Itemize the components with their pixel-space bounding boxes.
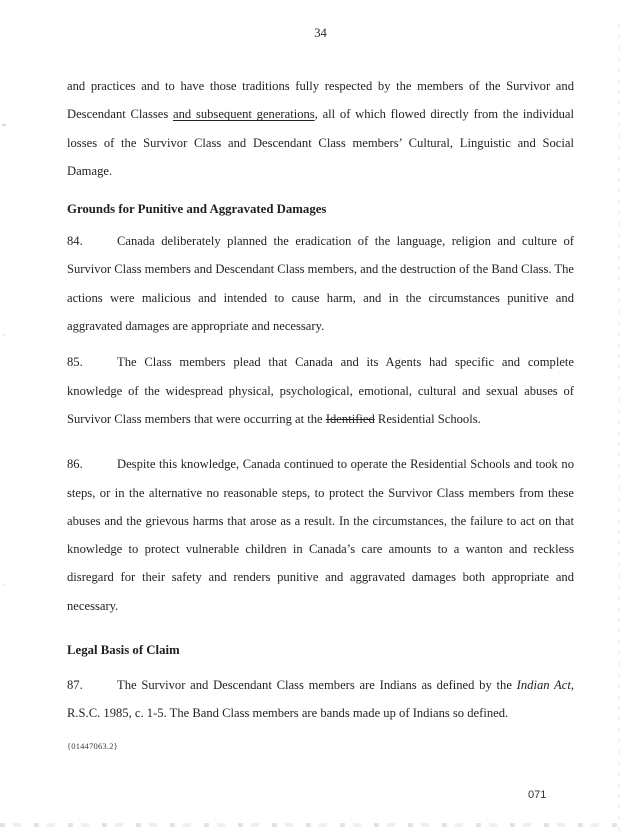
paragraph-85 — [67, 348, 574, 433]
paragraph-intro — [67, 72, 574, 185]
scan-noise-bottom — [0, 823, 623, 827]
statute-name-italic: Indian Act — [516, 678, 571, 693]
paragraph-87-number: 87. — [67, 678, 83, 693]
scan-speck — [2, 124, 6, 126]
paragraph-84-number: 84. — [67, 234, 83, 249]
paragraph-87-text-pre: The Survivor and Descendant Class members are Indians as defined by the — [117, 678, 517, 693]
paragraph-84 — [67, 227, 574, 340]
section-heading-punitive-damages: Grounds for Punitive and Aggravated Damages — [67, 202, 327, 217]
document-id-stamp: {01447063.2} — [67, 740, 118, 751]
underlined-phrase: and subsequent generations — [173, 107, 315, 122]
paragraph-86 — [67, 450, 574, 620]
section-heading-legal-basis: Legal Basis of Claim — [67, 643, 180, 658]
paragraph-intro-text-pre: and practices and to have those traditions fully respected by the members of the Survivor and Descendant Classes — [67, 79, 574, 122]
folio-number: 071 — [528, 789, 547, 801]
scan-speck — [2, 584, 5, 586]
struck-word: Identified — [325, 411, 375, 426]
paragraph-84-text: Canada deliberately planned the eradication of the language, religion and culture of Survivor Class members and Descendant Class members, and the destruction of the Band Class. The actions were malicious and intended to cause harm, and in the circumstances punitive and aggravated damages are appropriate and necessary. — [67, 234, 574, 334]
paragraph-intro-text-post: , all of which flowed directly from the individual losses of the Survivor Class and Descendant Class members’ Cultural, Linguistic and Social Damage. — [67, 107, 575, 178]
paragraph-85-text-pre: The Class members plead that Canada and its Agents had specific and complete knowledge of the widespread physical, psychological, emotional, cultural and sexual abuses of Survivor Class members that were occurring at the — [67, 355, 574, 426]
page-content — [67, 24, 574, 751]
scan-noise-right-edge — [618, 24, 620, 831]
paragraph-86-text: Despite this knowledge, Canada continued to operate the Residential Schools and took no steps, or in the alternative no reasonable steps, to protect the Survivor Class members from these abuses and the grievous harms that arose as a result. In the circumstances, the failure to act on that knowledge to protect vulnerable children in Canada’s care amounts to a wanton and reckless disregard for their safety and renders punitive and aggravated damages both appropriate and necessary. — [67, 457, 574, 613]
document-page — [0, 24, 623, 831]
paragraph-85-number: 85. — [67, 355, 83, 370]
scan-speck — [3, 334, 6, 336]
paragraph-86-number: 86. — [67, 457, 83, 472]
paragraph-85-text-post: Residential Schools. — [374, 411, 481, 426]
page-number: 34 — [314, 26, 327, 40]
paragraph-87-text-post: , R.S.C. 1985, c. 1-5. The Band Class members are bands made up of Indians so defined. — [67, 678, 574, 721]
paragraph-87 — [67, 671, 574, 728]
